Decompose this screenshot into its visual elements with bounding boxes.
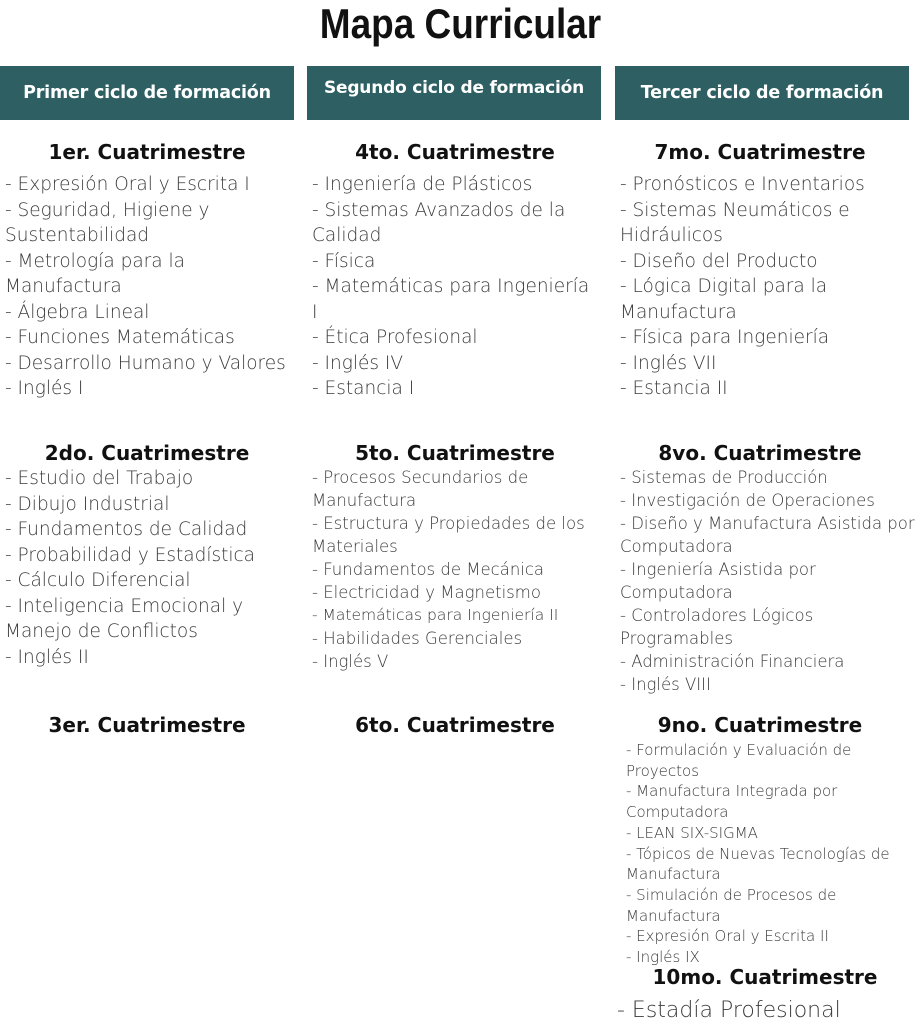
subject: - Controladores Lógicos Programables xyxy=(620,606,814,648)
quarter-10-title: 10mo. Cuatrimestre xyxy=(652,965,878,989)
third-cycle-header: Tercer ciclo de formación xyxy=(615,66,909,120)
subject: - Simulación de Procesos de Manufactura xyxy=(626,885,837,925)
subject: - Ética Profesional xyxy=(312,327,478,348)
subject: - Lógica Digital para la Manufactura xyxy=(620,276,828,323)
subject: - Tópicos de Nuevas Tecnologías de Manufactura xyxy=(626,844,890,884)
subject: - Probabilidad y Estadística xyxy=(5,544,256,566)
subject: - Habilidades Gerenciales xyxy=(312,629,523,648)
quarter-5-title: 5to. Cuatrimestre xyxy=(355,441,555,465)
quarter-10-subjects xyxy=(617,997,917,1025)
subject: - Investigación de Operaciones xyxy=(620,491,875,510)
quarter-8-subjects xyxy=(620,466,920,696)
subject: - Pronósticos e Inventarios xyxy=(620,174,865,195)
subject: - Electricidad y Magnetismo xyxy=(312,583,541,602)
quarter-5-subjects xyxy=(312,466,612,673)
quarter-2-subjects xyxy=(5,466,290,670)
subject: - Sistemas Neumáticos e Hidráulicos xyxy=(620,199,850,246)
quarter-3-title: 3er. Cuatrimestre xyxy=(48,713,246,737)
subject: - Administración Financiera xyxy=(620,652,845,671)
second-cycle-header: Segundo ciclo de formación xyxy=(307,66,601,120)
subject: - Ingeniería de Plásticos xyxy=(312,174,533,195)
quarter-4-title: 4to. Cuatrimestre xyxy=(355,140,555,164)
page-title: Mapa Curricular xyxy=(319,0,602,47)
subject: - Procesos Secundarios de Manufactura xyxy=(312,468,529,510)
subject: - Fundamentos de Mecánica xyxy=(312,560,545,579)
subject: - Inglés IV xyxy=(312,352,403,374)
quarter-9-subjects xyxy=(626,740,916,968)
subject: - Física para Ingeniería xyxy=(620,327,830,348)
quarter-1-subjects xyxy=(5,172,290,402)
subject: - Inteligencia Emocional y Manejo de Conflictos xyxy=(5,595,244,642)
subject: - Diseño del Producto xyxy=(620,250,818,272)
first-cycle-header: Primer ciclo de formación xyxy=(0,66,294,120)
subject: - Desarrollo Humano y Valores xyxy=(5,352,286,374)
subject: - Sistemas Avanzados de la Calidad xyxy=(312,199,566,246)
quarter-6-title: 6to. Cuatrimestre xyxy=(355,713,555,737)
subject: - Física xyxy=(312,250,376,272)
subject: - Estadía Profesional xyxy=(617,998,841,1023)
subject: - Metrología para la Manufactura xyxy=(5,250,185,297)
subject: - LEAN SIX-SIGMA xyxy=(626,823,758,842)
subject: - Ingeniería Asistida por Computadora xyxy=(620,560,816,602)
subject: - Matemáticas para Ingeniería I xyxy=(312,276,590,323)
quarter-1-title: 1er. Cuatrimestre xyxy=(48,140,246,164)
subject: - Seguridad, Higiene y Sustentabilidad xyxy=(5,199,210,246)
subject: - Funciones Matemáticas xyxy=(5,327,235,348)
subject: - Expresión Oral y Escrita I xyxy=(5,174,250,195)
subject: - Estancia I xyxy=(312,378,415,399)
quarter-9-title: 9no. Cuatrimestre xyxy=(657,713,863,737)
subject: - Inglés VIII xyxy=(620,675,711,694)
subject: - Matemáticas para Ingeniería II xyxy=(312,606,559,624)
subject: - Dibujo Industrial xyxy=(5,493,170,515)
subject: - Álgebra Lineal xyxy=(5,301,150,323)
quarter-7-title: 7mo. Cuatrimestre xyxy=(654,140,866,164)
subject: - Inglés V xyxy=(312,652,389,671)
subject: - Estudio del Trabajo xyxy=(5,468,194,489)
subject: - Estructura y Propiedades de los Materiales xyxy=(312,514,585,556)
subject: - Inglés VII xyxy=(620,352,717,374)
subject: - Estancia II xyxy=(620,378,728,399)
subject: - Sistemas de Producción xyxy=(620,468,828,487)
subject: - Cálculo Diferencial xyxy=(5,570,191,591)
subject: - Fundamentos de Calidad xyxy=(5,519,248,540)
quarter-8-title: 8vo. Cuatrimestre xyxy=(658,441,862,465)
subject: - Inglés IX xyxy=(626,948,700,967)
quarter-2-title: 2do. Cuatrimestre xyxy=(44,441,250,465)
subject: - Manufactura Integrada por Computadora xyxy=(626,782,838,822)
quarter-4-subjects xyxy=(312,172,597,402)
subject: - Inglés II xyxy=(5,646,89,668)
quarter-7-subjects xyxy=(620,172,905,402)
subject: - Inglés I xyxy=(5,378,84,399)
subject: - Formulación y Evaluación de Proyectos xyxy=(626,741,852,780)
subject: - Expresión Oral y Escrita II xyxy=(626,927,829,946)
subject: - Diseño y Manufactura Asistida por Computadora xyxy=(620,514,915,556)
